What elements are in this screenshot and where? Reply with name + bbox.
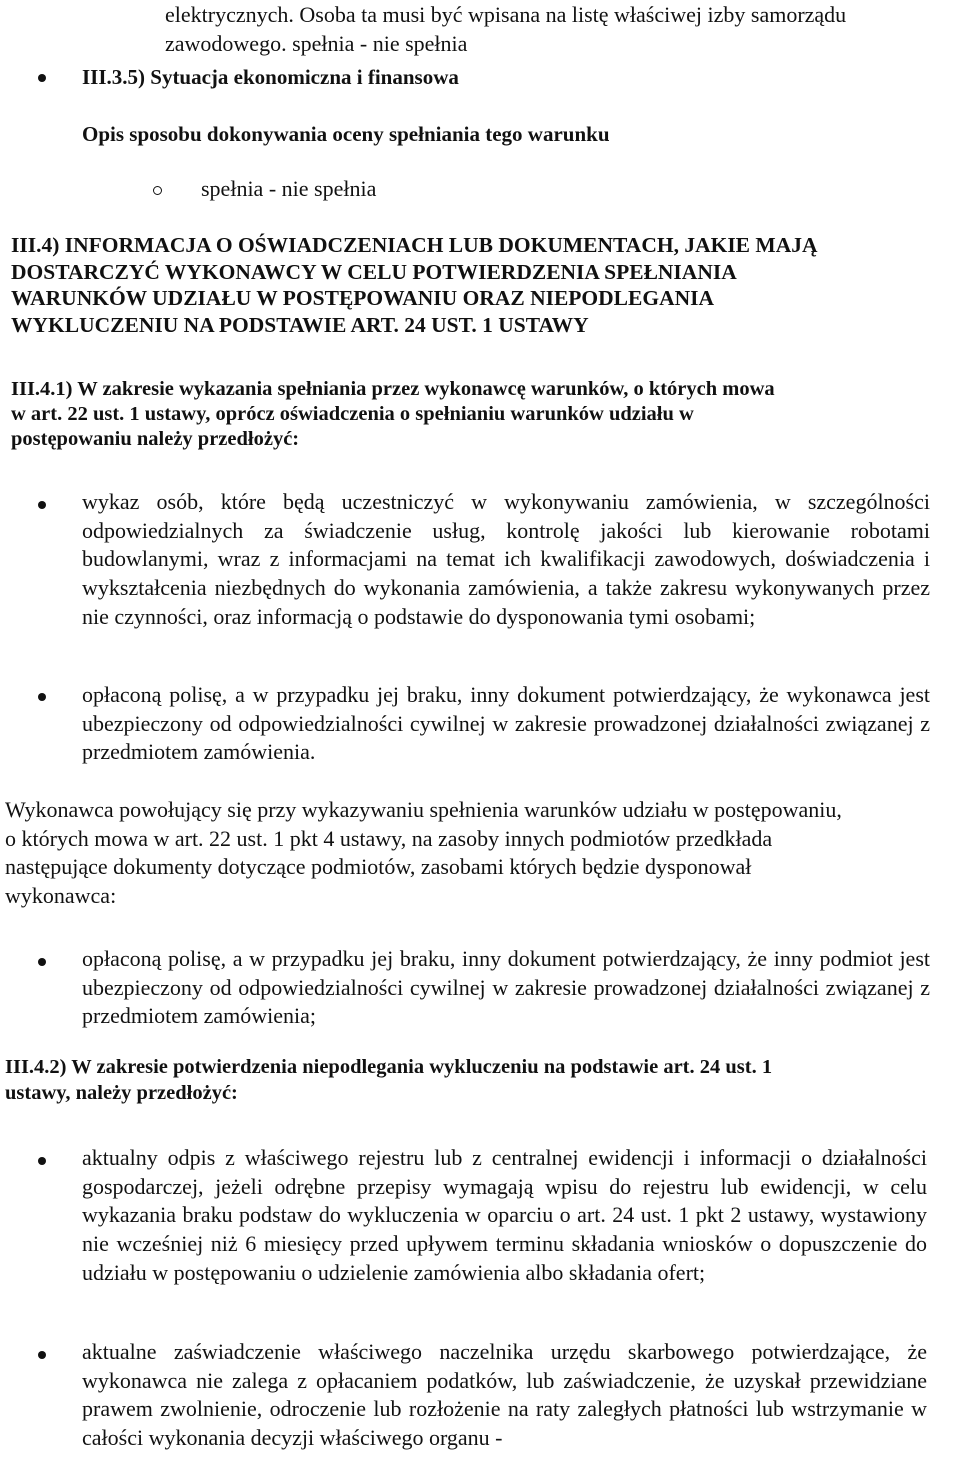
list-item: opłaconą polisę, a w przypadku jej braku, inny dokument potwierdzający, że wykonawca jest ubezpieczony od odpowiedzialności cywilnej w zakresie prowadzonej działalności związanej z przedmiotem zamówienia. bbox=[82, 682, 930, 765]
heading-line: postępowaniu należy przedłożyć: bbox=[11, 428, 300, 450]
heading-line: ustawy, należy przedłożyć: bbox=[5, 1082, 238, 1104]
heading-line: WARUNKÓW UDZIAŁU W POSTĘPOWANIU ORAZ NIEPODLEGANIA bbox=[11, 286, 715, 310]
heading-line: III.4.1) W zakresie wykazania spełniania przez wykonawcę warunków, o których mowa bbox=[11, 378, 775, 400]
bullet-icon bbox=[38, 693, 46, 701]
bullet-icon bbox=[38, 501, 46, 509]
option-text: spełnia - nie spełnia bbox=[201, 176, 377, 201]
bullet-icon bbox=[38, 74, 46, 82]
heading-line: DOSTARCZYĆ WYKONAWCY W CELU POTWIERDZENIA SPEŁNIANIA bbox=[11, 259, 737, 284]
bullet-icon bbox=[38, 958, 46, 966]
section-subtitle: Opis sposobu dokonywania oceny spełniania tego warunku bbox=[82, 122, 610, 146]
list-item: wykaz osób, które będą uczestniczyć w wykonywaniu zamówienia, w szczególności odpowiedzialnych za świadczenie usług, kontrolę jakości lub kierowanie robotami budowlanymi, wraz z informacjami na temat ich kwalifikacji zawodowych, doświadczenia i wykształcenia niezbędnych do wykonania zamówienia, a także zakresu wykonywanych przez nie czynności, oraz informacją o podstawie do dysponowania tymi osobami; bbox=[82, 489, 930, 629]
text-line: zawodowego. spełnia - nie spełnia bbox=[165, 31, 468, 56]
bullet-icon bbox=[38, 1351, 46, 1359]
list-item: opłaconą polisę, a w przypadku jej braku, inny dokument potwierdzający, że inny podmiot jest ubezpieczony od odpowiedzialności cywilnej w zakresie prowadzonej działalności związanej z przedmiotem zamówienia; bbox=[82, 946, 930, 1029]
circle-bullet-icon bbox=[153, 186, 162, 195]
text-line: elektrycznych. Osoba ta musi być wpisana na listę właściwej izby samorządu bbox=[165, 2, 847, 27]
section-heading bbox=[11, 232, 956, 338]
list-item: aktualny odpis z właściwego rejestru lub z centralnej ewidencji i informacji o działalności gospodarczej, jeżeli odrębne przepisy wymagają wpisu do rejestru lub ewidencji, w celu wykazania braku podstaw do wykluczenia w oparciu o art. 24 ust. 1 pkt 2 ustawy, wystawiony nie wcześniej niż 6 miesięcy przed upływem terminu składania wniosków o dopuszczenie do udziału w postępowaniu o udzielenie zamówienia albo składania ofert; bbox=[82, 1145, 927, 1285]
section-title: III.3.5) Sytuacja ekonomiczna i finansowa bbox=[82, 65, 459, 89]
heading-line: III.4) INFORMACJA O OŚWIADCZENIACH LUB DOKUMENTACH, JAKIE MAJĄ bbox=[11, 233, 818, 257]
bullet-icon bbox=[38, 1157, 46, 1165]
subsection-heading bbox=[5, 1054, 955, 1106]
heading-line: III.4.2) W zakresie potwierdzenia niepodlegania wykluczeniu na podstawie art. 24 ust. 1 bbox=[5, 1056, 773, 1078]
heading-line: w art. 22 ust. 1 ustawy, oprócz oświadczenia o spełnianiu warunków udziału w bbox=[11, 403, 694, 425]
paragraph: Wykonawca powołujący się przy wykazywaniu spełnienia warunków udziału w postępowaniu, o których mowa w art. 22 ust. 1 pkt 4 ustawy, na zasoby innych podmiotów przedkłada następujące dokumenty dotyczące podmiotów, zasobami których będzie dysponował wykonawca: bbox=[5, 797, 842, 909]
subsection-heading bbox=[11, 377, 956, 452]
heading-line: WYKLUCZENIU NA PODSTAWIE ART. 24 UST. 1 USTAWY bbox=[11, 312, 589, 337]
list-item: aktualne zaświadczenie właściwego naczelnika urzędu skarbowego potwierdzające, że wykonawca nie zalega z opłacaniem podatków, lub zaświadczenie, że uzyskał przewidziane prawem zwolnienie, odroczenie lub rozłożenie na raty zaległych płatności lub wstrzymanie w całości wykonania decyzji właściwego organu - bbox=[82, 1339, 927, 1451]
